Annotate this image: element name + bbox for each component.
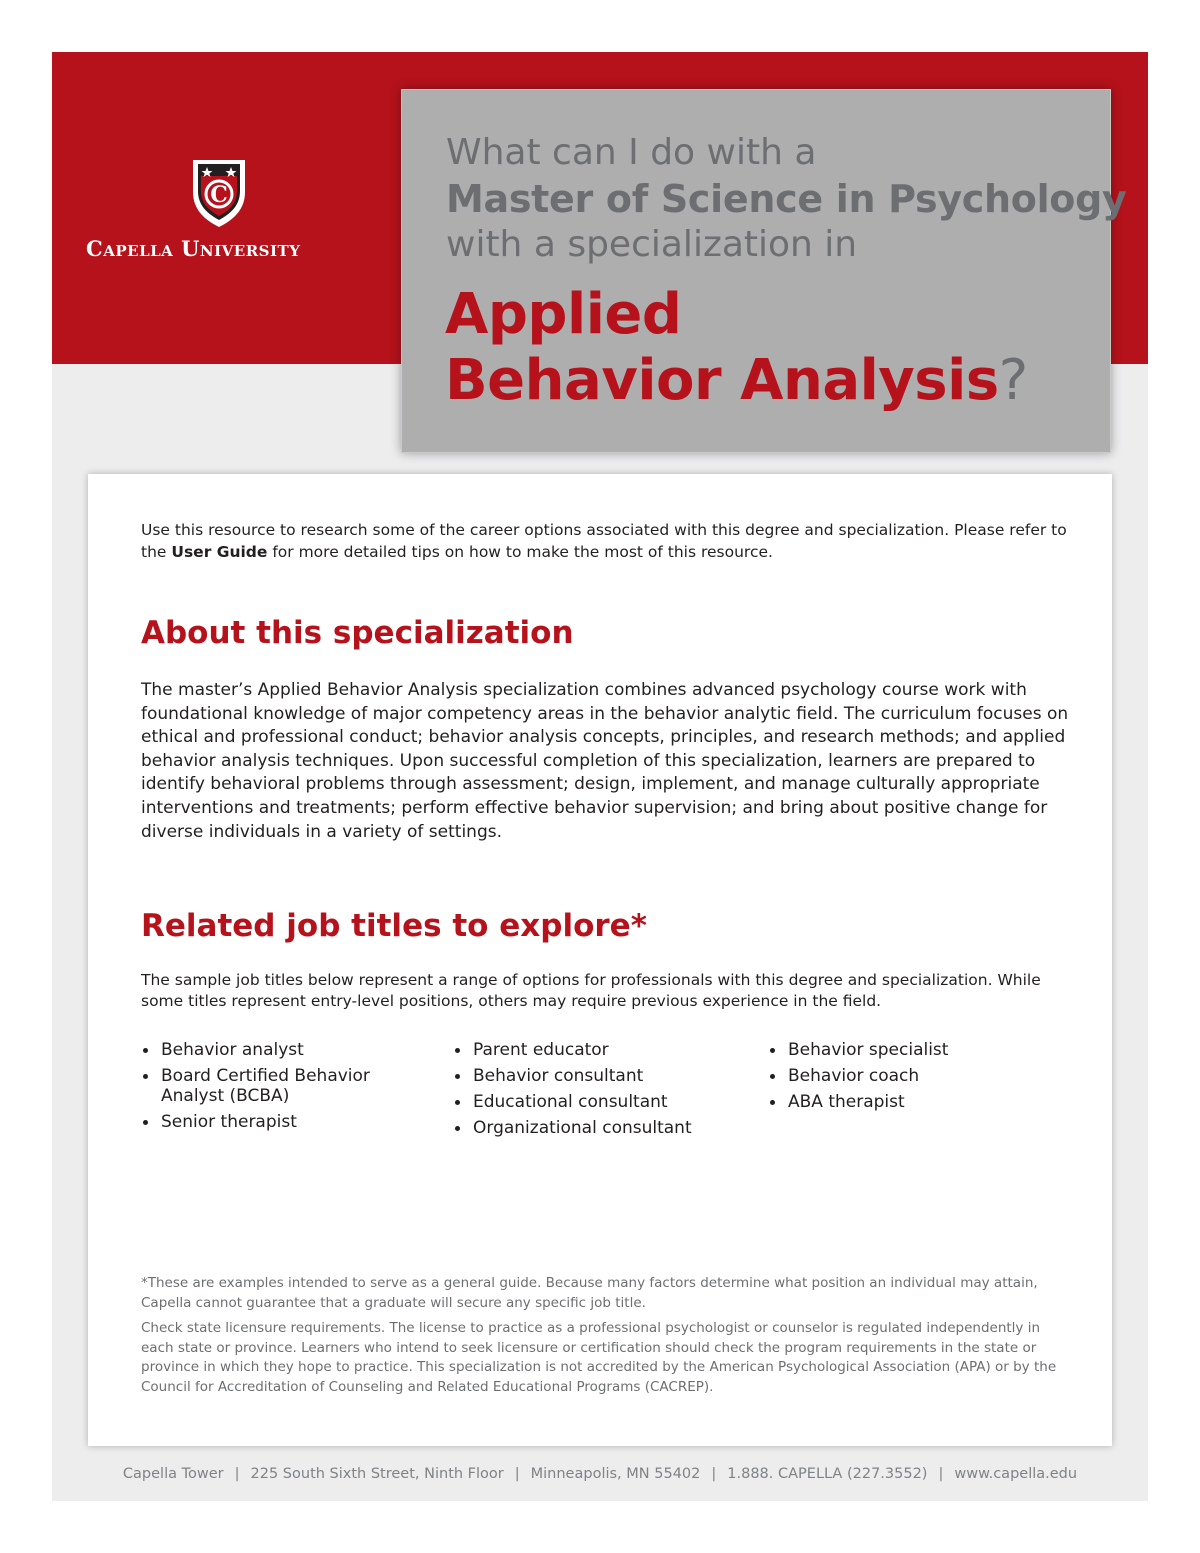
degree-name: Master of Science in Psychology — [446, 177, 1127, 221]
footnote-licensure: Check state licensure requirements. The license to practice as a professional psychologist or counselor is regulated independently in each state or province. Learners who intend to seek licensure or certification should check the program requirements in the state or province in which they hope to practice. This specialization is not accredited by the American Psychological Association (APA) or by the Council for Accreditation of Counseling and Related Educational Programs (CACREP). — [141, 1320, 1057, 1395]
svg-text:C: C — [210, 182, 228, 208]
specialization-line-2 — [445, 348, 1028, 414]
specialization-title — [445, 282, 1028, 414]
footer-street: 225 South Sixth Street, Ninth Floor — [250, 1466, 504, 1482]
intro-text-after: for more detailed tips on how to make the most of this resource. — [267, 543, 773, 561]
specialization-line-1: Applied — [445, 282, 682, 347]
capella-logo — [86, 156, 360, 266]
footer-separator: | — [514, 1466, 520, 1482]
job-title-item: Organizational consultant — [453, 1118, 753, 1138]
content-card — [88, 474, 1112, 1446]
job-list-column-2 — [453, 1040, 753, 1144]
footer-city: Minneapolis, MN 55402 — [530, 1466, 701, 1482]
footnote-job-titles: *These are examples intended to serve as a general guide. Because many factors determine what position an individual may attain, Capella cannot guarantee that a graduate will secure any specific job title. — [141, 1275, 1038, 1311]
footer-phone: 1.888. CAPELLA (227.3552) — [727, 1466, 928, 1482]
shield-crest-icon — [189, 156, 249, 230]
question-line-1: What can I do with a — [446, 132, 817, 173]
job-title-item: Behavior coach — [768, 1066, 1048, 1086]
university-wordmark: Capella University — [86, 236, 301, 261]
footer-separator: | — [711, 1466, 717, 1482]
title-box — [401, 89, 1127, 453]
job-title-item: Educational consultant — [453, 1092, 753, 1112]
footer-building: Capella Tower — [122, 1466, 224, 1482]
about-body: The master’s Applied Behavior Analysis specialization combines advanced psychology course work with foundational knowledge of major competency areas in the behavior analytic field. The curriculum focuses on ethical and professional conduct; behavior analysis concepts, principles, and research methods; and applied behavior analysis techniques. Upon successful completion of this specialization, learners are prepared to identify behavioral problems through assessment; design, implement, and manage culturally appropriate interventions and treatments; perform effective behavior supervision; and bring about positive change for diverse individuals in a variety of settings. — [141, 680, 1069, 842]
job-title-item: Behavior analyst — [141, 1040, 391, 1060]
related-intro: The sample job titles below represent a range of options for professionals with this degree and specialization. While some titles represent entry-level positions, others may require previous experience in the field. — [141, 971, 1041, 1010]
user-guide-link[interactable]: User Guide — [171, 543, 268, 561]
job-title-item: Behavior consultant — [453, 1066, 753, 1086]
related-heading: Related job titles to explore* — [141, 908, 647, 944]
question-mark: ? — [998, 348, 1028, 413]
job-title-item: Behavior specialist — [768, 1040, 1048, 1060]
footer-website-link[interactable]: www.capella.edu — [954, 1466, 1078, 1482]
specialization-line-2-text: Behavior Analysis — [445, 348, 999, 413]
job-title-item: Board Certified Behavior Analyst (BCBA) — [141, 1066, 391, 1106]
job-list-column-3 — [768, 1040, 1048, 1118]
job-list-column-1 — [141, 1040, 391, 1138]
footer-separator: | — [234, 1466, 240, 1482]
question-line-3: with a specialization in — [446, 224, 858, 265]
job-title-item: Parent educator — [453, 1040, 753, 1060]
job-title-item: Senior therapist — [141, 1112, 391, 1132]
footer-separator: | — [938, 1466, 944, 1482]
intro-paragraph — [141, 519, 1091, 563]
intro-text-before: Use this resource to research some of the career options associated with this degree and specialization. Please refer to the — [141, 521, 1067, 561]
job-title-item: ABA therapist — [768, 1092, 1048, 1112]
about-heading: About this specialization — [141, 615, 574, 651]
contact-footer — [52, 1466, 1148, 1482]
